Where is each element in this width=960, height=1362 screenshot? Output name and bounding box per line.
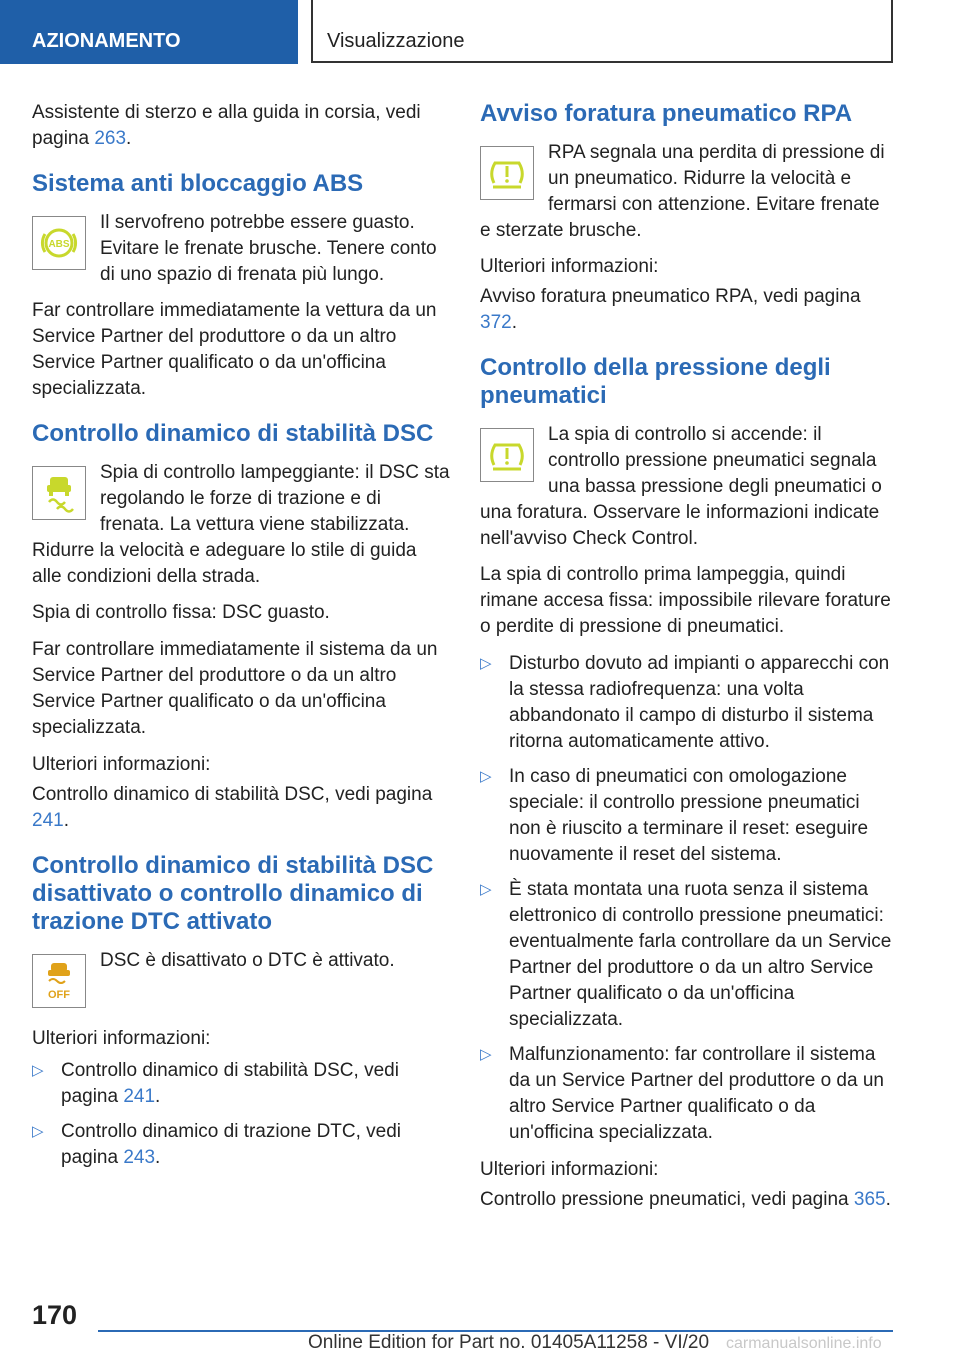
page-link[interactable]: 241 bbox=[32, 810, 64, 831]
abs-warning-light-icon bbox=[32, 216, 86, 270]
rpa-more-info: Ulteriori informazioni: bbox=[480, 256, 659, 277]
triangle-bullet-icon: ▷ bbox=[480, 1046, 492, 1063]
intro-paragraph: Assistente di sterzo e alla guida in corsia, vedi pagina 263. bbox=[32, 102, 421, 149]
chapter-tab bbox=[311, 0, 893, 63]
page-link[interactable]: 243 bbox=[123, 1147, 156, 1168]
tpm-paragraph: La spia di controllo prima lampeggia, quindi rimane accesa fissa: impossibile rilevare forature o perdite di pressione di pneumatici. bbox=[480, 564, 891, 637]
tpm-more-info: Ulteriori informazioni: bbox=[480, 1159, 659, 1180]
left-column bbox=[32, 100, 450, 1182]
page-link[interactable]: 372 bbox=[480, 312, 512, 333]
dsc-off-more-info: Ulteriori informazioni: bbox=[32, 1028, 211, 1049]
dsc-off-block bbox=[32, 948, 450, 1012]
watermark: carmanualsonline.info bbox=[726, 1335, 882, 1352]
list-item: ▷ In caso di pneumatici con omologazione speciale: il controllo pressione pneumatici non è riuscito a terminare il reset: eseguire nuovamente il reset del sistema. bbox=[480, 766, 869, 865]
triangle-bullet-icon: ▷ bbox=[480, 768, 492, 785]
dsc-paragraph-2: Far controllare immediatamente il sistema da un Service Partner del produttore o da un altro Service Partner qualificato o da un'officina specializzata. bbox=[32, 639, 438, 738]
dsc-block bbox=[32, 460, 450, 590]
list-item: ▷ Disturbo dovuto ad impianti o apparecchi con la stessa radiofrequenza: una volta abbandonato il campo di disturbo il sistema ritorna automaticamente attivo. bbox=[480, 653, 890, 752]
tire-pressure-warning-icon bbox=[480, 146, 534, 200]
triangle-bullet-icon: ▷ bbox=[32, 1123, 44, 1140]
list-item: ▷ È stata montata una ruota senza il sistema elettronico di controllo pressione pneumatici: eventualmente farla controllare da un Service Partner del produttore o da un altro Service Partner qualificato o da un'officina specializzata. bbox=[480, 879, 892, 1030]
abs-icon-label: ABS bbox=[48, 239, 70, 250]
edition-note: Online Edition for Part no. 01405A11258 - VI/20 bbox=[308, 1332, 710, 1353]
dsc-paragraph-1: Spia di controllo fissa: DSC guasto. bbox=[32, 602, 330, 623]
tpm-block bbox=[480, 422, 894, 552]
abs-paragraph: Far controllare immediatamente la vettura da un Service Partner del produttore o da un altro Service Partner qualificato o da un'officina specializzata. bbox=[32, 300, 437, 399]
tire-pressure-warning-icon bbox=[480, 428, 534, 482]
dsc-warning-light-icon bbox=[32, 466, 86, 520]
page-link[interactable]: 263 bbox=[94, 128, 127, 149]
list-item: ▷ Malfunzionamento: far controllare il sistema da un Service Partner del produttore o da un altro Service Partner qualificato o da un'officina specializzata. bbox=[480, 1044, 884, 1143]
chapter-title: Visualizzazione bbox=[327, 30, 465, 52]
abs-heading: Sistema anti bloccaggio ABS bbox=[32, 170, 364, 197]
abs-block bbox=[32, 210, 450, 288]
dsc-off-text: DSC è disattivato o DTC è attivato. bbox=[100, 950, 395, 971]
rpa-text: RPA segnala una perdita di pressione di un pneumatico. Ridurre la velocità e fermarsi con attenzione. Evitare frenate e sterzate brusche. bbox=[480, 142, 885, 241]
dsc-text: Spia di controllo lampeggiante: il DSC sta regolando le forze di trazione e di frenata. La vettura viene stabilizzata. Ridurre la velocità e adeguare lo stile di guida alle condizioni della strada. bbox=[32, 462, 450, 587]
dsc-off-heading: Controllo dinamico di stabilità DSC disattivato o controllo dinamico di trazione DTC attivato bbox=[32, 852, 434, 935]
triangle-bullet-icon: ▷ bbox=[32, 1062, 44, 1079]
tpm-reference: Controllo pressione pneumatici, vedi pagina 365. bbox=[480, 1189, 891, 1210]
triangle-bullet-icon: ▷ bbox=[480, 655, 492, 672]
page-number: 170 bbox=[32, 1300, 78, 1330]
tpm-heading: Controllo della pressione degli pneumatici bbox=[480, 354, 831, 409]
tpm-bullets bbox=[480, 651, 894, 1146]
dsc-off-references bbox=[32, 1058, 450, 1171]
dsc-off-icon-label: OFF bbox=[48, 989, 70, 1001]
rpa-block bbox=[480, 140, 894, 244]
list-item: ▷ Controllo dinamico di trazione DTC, vedi pagina 243. bbox=[32, 1121, 402, 1168]
page-link[interactable]: 365 bbox=[853, 1189, 886, 1210]
rpa-reference: Avviso foratura pneumatico RPA, vedi pagina 372. bbox=[480, 286, 861, 333]
triangle-bullet-icon: ▷ bbox=[480, 881, 492, 898]
dsc-off-warning-light-icon bbox=[32, 954, 86, 1008]
section-title: AZIONAMENTO bbox=[32, 30, 181, 52]
page-link[interactable]: 241 bbox=[123, 1086, 156, 1107]
dsc-more-info: Ulteriori informazioni: bbox=[32, 754, 211, 775]
dsc-reference: Controllo dinamico di stabilità DSC, vedi pagina 241. bbox=[32, 784, 433, 831]
rpa-heading: Avviso foratura pneumatico RPA bbox=[480, 100, 853, 127]
right-column bbox=[480, 100, 894, 1224]
tpm-text: La spia di controllo si accende: il controllo pressione pneumatici segnala una bassa pressione degli pneumatici o una foratura. Osservare le informazioni indicate nell'avviso Check Control. bbox=[480, 424, 882, 549]
section-tab bbox=[0, 0, 298, 64]
abs-text: Il servofreno potrebbe essere guasto. Evitare le frenate brusche. Tenere conto di uno spazio di frenata più lungo. bbox=[100, 212, 437, 285]
list-item: ▷ Controllo dinamico di stabilità DSC, vedi pagina 241. bbox=[32, 1060, 399, 1107]
dsc-heading: Controllo dinamico di stabilità DSC bbox=[32, 420, 434, 447]
